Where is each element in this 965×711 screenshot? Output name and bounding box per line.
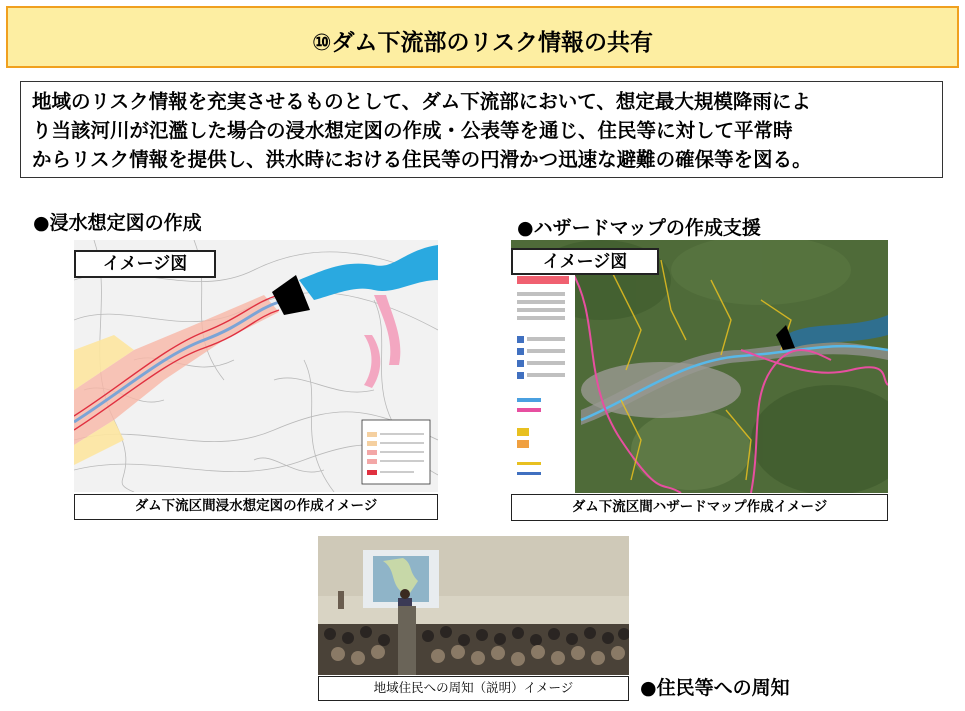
title-banner [6, 6, 959, 68]
description-line: 地域のリスク情報を充実させるものとして、ダム下流部において、想定最大規模降雨によ [32, 90, 811, 113]
page-title: ⑩ダム下流部のリスク情報の共有 [311, 30, 653, 56]
flood-map-caption: ダム下流区間浸水想定図の作成イメージ [74, 494, 438, 520]
description-line: からリスク情報を提供し、洪水時における住民等の円滑かつ迅速な避難の確保等を図る。 [32, 148, 812, 171]
hazard-map-image [511, 240, 888, 493]
description-line: り当該河川が氾濫した場合の浸水想定図の作成・公表等を通じ、住民等に対して平常時 [32, 119, 793, 142]
hazard-map-caption: ダム下流区間ハザードマップ作成イメージ [511, 494, 888, 521]
residents-briefing-photo [318, 536, 629, 675]
hazard-map-heading: ●ハザードマップの作成支援 [517, 217, 761, 239]
flood-map-heading: ●浸水想定図の作成 [33, 212, 202, 234]
flood-map-image-label: イメージ図 [74, 250, 216, 278]
description-box [20, 81, 943, 178]
hazard-map-image-label: イメージ図 [511, 248, 659, 275]
residents-caption: 地域住民への周知（説明）イメージ [318, 676, 629, 701]
residents-heading: ●住民等への周知 [640, 677, 790, 699]
description-text [32, 87, 937, 174]
